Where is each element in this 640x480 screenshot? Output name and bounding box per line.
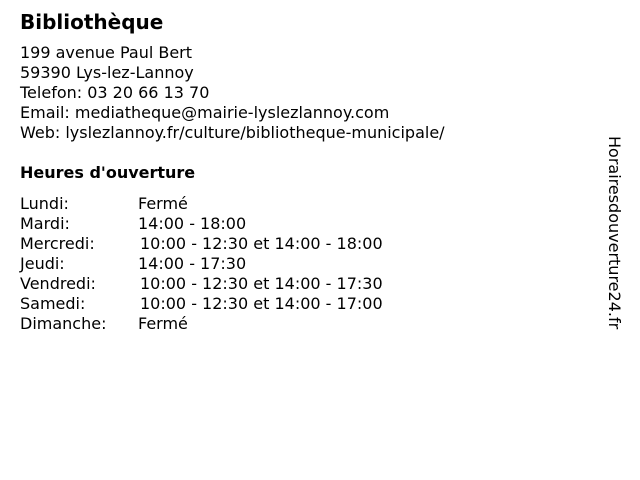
city-postcode: 59390 Lys-lez-Lannoy bbox=[20, 63, 194, 82]
day-label: Vendredi: bbox=[20, 274, 96, 293]
day-label: Lundi: bbox=[20, 194, 69, 213]
hours-row-tuesday bbox=[20, 214, 440, 234]
site-watermark: Horairesdouverture24.fr bbox=[605, 136, 624, 330]
hours-row-sunday bbox=[20, 314, 440, 334]
phone-number: Telefon: 03 20 66 13 70 bbox=[20, 83, 210, 102]
day-label: Samedi: bbox=[20, 294, 86, 313]
day-hours: 14:00 - 18:00 bbox=[138, 214, 247, 233]
email-address: Email: mediatheque@mairie-lyslezlannoy.com bbox=[20, 103, 390, 122]
day-hours: 10:00 - 12:30 et 14:00 - 18:00 bbox=[140, 234, 383, 253]
hours-row-wednesday bbox=[20, 234, 440, 254]
hours-row-saturday bbox=[20, 294, 440, 314]
day-hours: 14:00 - 17:30 bbox=[138, 254, 247, 273]
day-hours: 10:00 - 12:30 et 14:00 - 17:30 bbox=[140, 274, 383, 293]
hours-row-monday bbox=[20, 194, 440, 214]
day-label: Jeudi: bbox=[20, 254, 65, 273]
day-hours: Fermé bbox=[138, 194, 188, 213]
day-label: Dimanche: bbox=[20, 314, 107, 333]
page-title: Bibliothèque bbox=[20, 10, 164, 34]
hours-row-thursday bbox=[20, 254, 440, 274]
day-hours: 10:00 - 12:30 et 14:00 - 17:00 bbox=[140, 294, 383, 313]
street-address: 199 avenue Paul Bert bbox=[20, 43, 193, 62]
day-label: Mercredi: bbox=[20, 234, 95, 253]
website-address: Web: lyslezlannoy.fr/culture/bibliotheque-municipale/ bbox=[20, 123, 445, 142]
day-hours: Fermé bbox=[138, 314, 188, 333]
opening-hours-table bbox=[20, 194, 440, 334]
day-label: Mardi: bbox=[20, 214, 70, 233]
address-block bbox=[20, 43, 445, 143]
hours-row-friday bbox=[20, 274, 440, 294]
opening-hours-heading: Heures d'ouverture bbox=[20, 163, 196, 182]
